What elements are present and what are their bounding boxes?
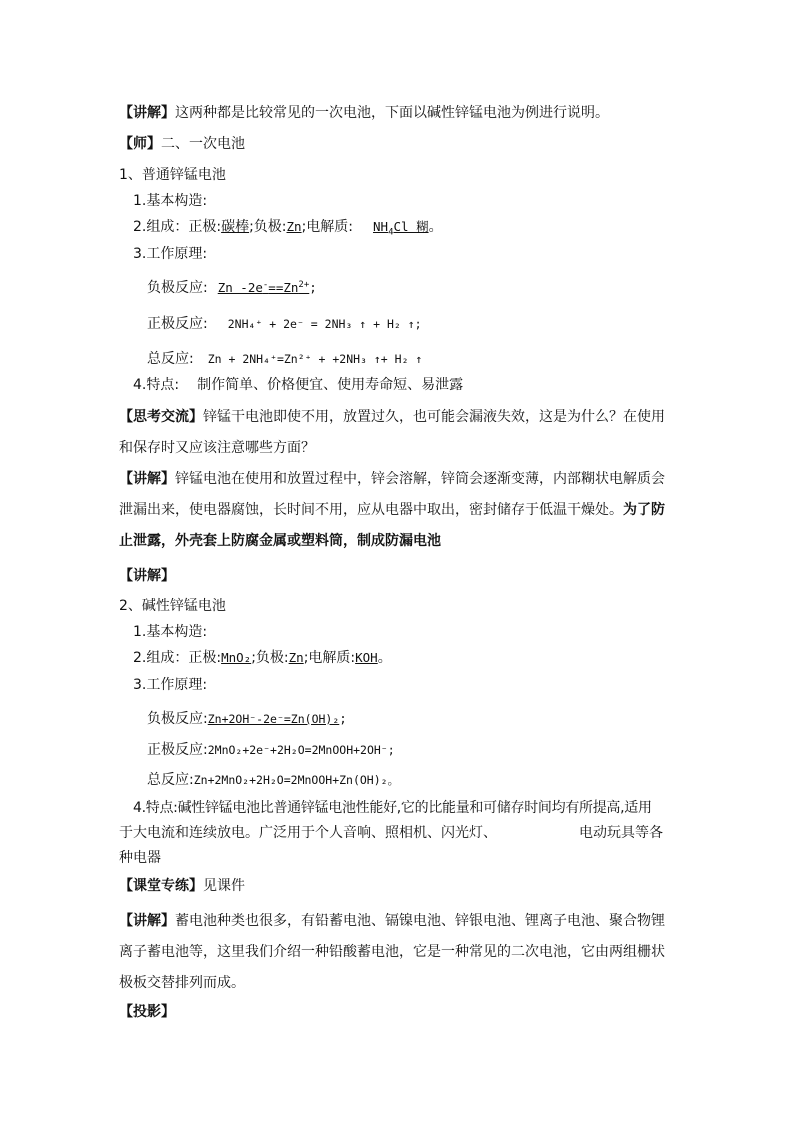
s1-pos-eq: 2NH₄⁺ + 2e⁻ = 2NH₃ ↑ + H₂ ↑; — [227, 317, 422, 331]
s2-negative-reaction — [147, 709, 676, 729]
s2-negative: Zn — [288, 650, 304, 665]
s1-basic: 1.基本构造: — [133, 193, 208, 209]
paragraph-teacher — [119, 134, 676, 154]
s2-feat-2b: 电动玩具等各 — [579, 825, 663, 841]
tag-explain-2: 【讲解】 — [119, 471, 175, 487]
practice-text: 见课件 — [203, 878, 245, 894]
tag-teacher: 【师】 — [119, 136, 161, 152]
s2-electrolyte: KOH — [355, 650, 378, 665]
s2-feat-2a: 于大电流和连续放电。广泛用于个人音响、照相机、闪光灯、 — [119, 825, 497, 841]
s2-pos-eq: 2MnO₂+2e⁻+2H₂O=2MnOOH+2OH⁻; — [207, 743, 395, 757]
s1-comp-mid1: ;负极: — [249, 219, 287, 235]
s1-tot-eq: Zn + 2NH₄⁺=Zn²⁺ + +2NH₃ ↑+ H₂ ↑ — [207, 352, 423, 366]
s2-work: 3.工作原理: — [133, 677, 208, 693]
s2-neg-eq: Zn+2OH⁻-2e⁻=Zn(OH)₂ — [207, 712, 340, 726]
s2-composition — [133, 648, 676, 668]
tag-explain: 【讲解】 — [119, 105, 175, 121]
explain-4-text: 蓄电池种类也很多，有铅蓄电池、镉镍电池、锌银电池、锂离子电池、聚合物锂离子蓄电池等，这里我们介绍一种铅酸蓄电池，它是一种常见的二次电池，它由两组栅状极板交替排列而成。 — [119, 913, 665, 991]
s1-comp-end: 。 — [428, 219, 443, 235]
s1-neg-eq-sup2: 2+ — [298, 279, 310, 290]
s2-basic: 1.基本构造: — [133, 624, 208, 640]
explain-2-bold: 为了防止泄露，外壳套上防腐金属或塑料筒，制成防漏电池 — [119, 502, 665, 549]
s1-total-reaction — [147, 349, 676, 369]
intro-text: 这两种都是比较常见的一次电池，下面以碱性锌锰电池为例进行说明。 — [175, 105, 609, 121]
s2-comp-mid1: ;负极: — [251, 650, 289, 666]
s1-neg-eq — [218, 280, 310, 295]
s1-el-a: NH — [373, 219, 389, 234]
s2-pos-label: 正极反应: — [147, 742, 208, 758]
tag-think: 【思考交流】 — [119, 409, 203, 425]
s1-neg-eq-sup1: - — [262, 279, 269, 290]
s1-tot-label: 总反应: — [147, 351, 194, 367]
paragraph-projection — [119, 1002, 676, 1022]
s1-negative: Zn — [286, 219, 302, 234]
s1-composition — [133, 217, 676, 237]
s1-comp-prefix: 2.组成：正极: — [133, 219, 222, 235]
paragraph-intro — [119, 103, 676, 123]
s1-neg-label: 负极反应: — [147, 280, 208, 296]
think-text: 锌锰干电池即使不用，放置过久，也可能会漏液失效，这是为什么？在使用和保存时又应该注意哪些方面？ — [119, 409, 665, 456]
s1-electrolyte — [373, 219, 429, 238]
s1-features — [133, 375, 676, 395]
s1-positive-reaction — [147, 314, 676, 334]
s2-positive: MnO₂ — [221, 650, 252, 665]
paragraph-explain-2 — [119, 464, 676, 557]
s1-positive: 碳棒 — [221, 219, 250, 235]
s1-pos-label: 正极反应: — [147, 316, 208, 332]
tag-explain-3: 【讲解】 — [119, 568, 175, 584]
teacher-text: 二、一次电池 — [161, 136, 245, 152]
s2-comp-prefix: 2.组成：正极: — [133, 650, 222, 666]
s1-feat-text: 制作简单、价格便宜、使用寿命短、易泄露 — [197, 377, 464, 393]
s2-neg-label: 负极反应: — [147, 711, 208, 727]
s2-neg-end: ; — [339, 711, 347, 726]
s1-el-b: Cl 糊 — [393, 219, 429, 234]
paragraph-explain-3 — [119, 566, 676, 586]
tag-projection: 【投影】 — [119, 1004, 175, 1020]
s2-tot-label: 总反应: — [147, 772, 194, 788]
s2-features-line-1: 4.特点:碱性锌锰电池比普通锌锰电池性能好,它的比能量和可储存时间均有所提高,适用 — [133, 800, 652, 816]
tag-explain-4: 【讲解】 — [119, 913, 175, 929]
s2-tot-eq: Zn+2MnO₂+2H₂O=2MnOOH+Zn(OH)₂。 — [193, 773, 400, 787]
s1-neg-eq-a: Zn -2e — [217, 280, 263, 295]
paragraph-think — [119, 402, 676, 464]
s1-neg-eq-b: ==Zn — [268, 280, 299, 295]
s2-comp-end: 。 — [377, 650, 392, 666]
s2-comp-mid2: ;电解质: — [303, 650, 356, 666]
section-1-title: 1、普通锌锰电池 — [119, 167, 226, 183]
s2-features-line-2 — [119, 823, 676, 843]
s2-features-line-3: 种电器 — [119, 850, 161, 866]
s2-total-reaction — [147, 770, 676, 790]
tag-practice: 【课堂专练】 — [119, 878, 203, 894]
explain-2-text: 锌锰电池在使用和放置过程中，锌会溶解，锌筒会逐渐变薄，内部糊状电解质会泄漏出来，使电器腐蚀，长时间不用，应从电器中取出，密封储存于低温干燥处。 — [119, 471, 665, 518]
s1-negative-reaction — [147, 278, 676, 298]
s2-positive-reaction — [147, 740, 676, 760]
paragraph-practice — [119, 876, 676, 896]
s1-feat-label: 4.特点: — [133, 377, 180, 393]
s1-el-sub: 4 — [388, 227, 394, 238]
paragraph-explain-4 — [119, 906, 676, 999]
s1-comp-mid2: ;电解质: — [301, 219, 354, 235]
section-2-title: 2、碱性锌锰电池 — [119, 598, 226, 614]
s1-neg-eq-end: ; — [309, 280, 317, 295]
s1-work: 3.工作原理: — [133, 246, 208, 262]
